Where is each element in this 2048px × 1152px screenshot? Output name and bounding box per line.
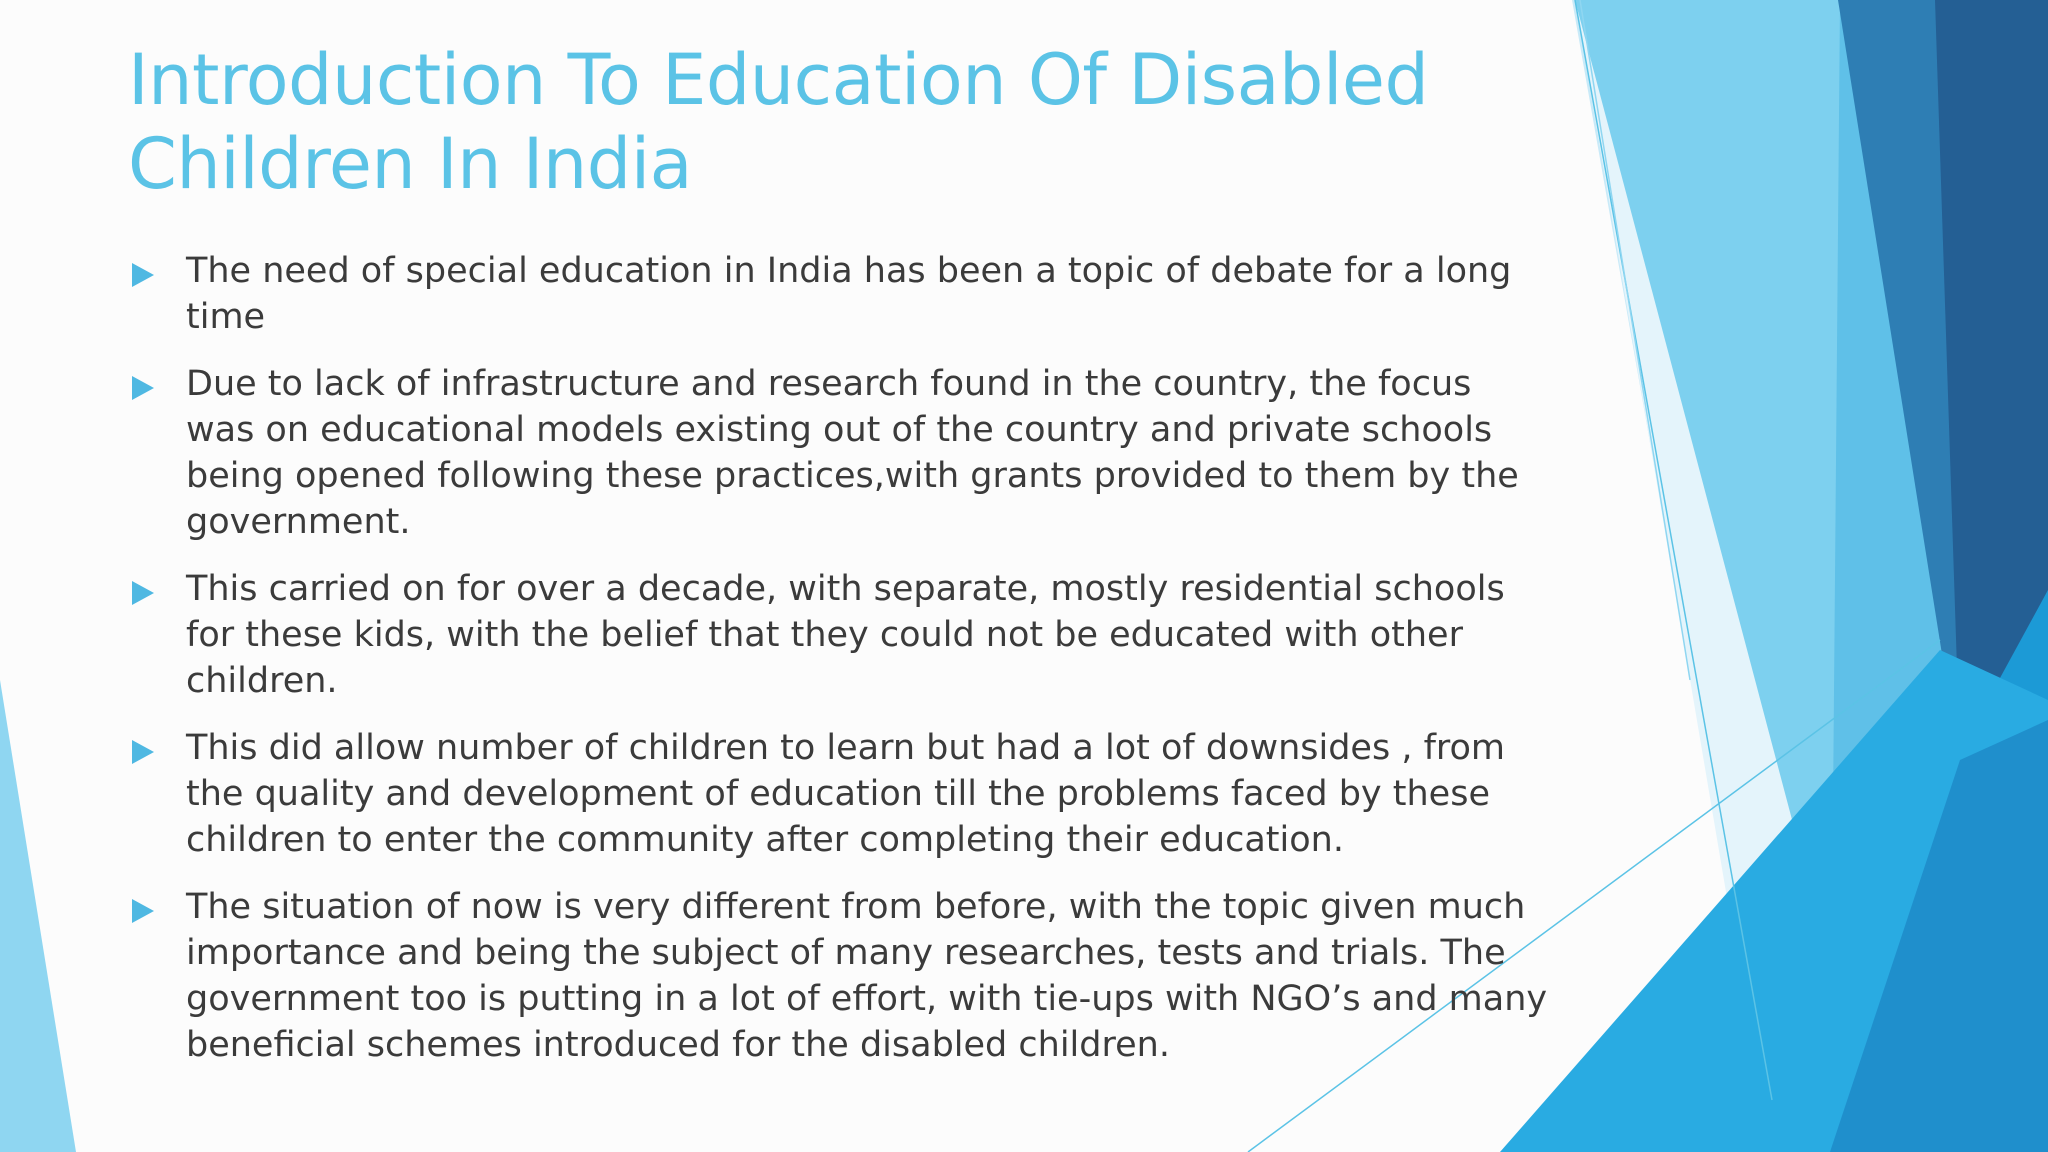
- bullet-text: The situation of now is very different from before, with the topic given much importance and being the subject of many researches, tests and trials. The government too is putting in a lot of effort, with tie-ups with NGO’s and many beneficial schemes introduced for the disabled children.: [186, 887, 1548, 1065]
- triangle-bullet-icon: [132, 581, 154, 605]
- triangle-bullet-icon: [132, 376, 154, 400]
- triangle-bullet-icon: [132, 263, 154, 287]
- bullet-item: [130, 361, 1550, 545]
- bullet-item: [130, 248, 1550, 340]
- bullet-text: The need of special education in India has been a topic of debate for a long time: [186, 251, 1512, 337]
- bullet-item: [130, 884, 1550, 1068]
- slide-title: Introduction To Education Of Disabled Children In India: [128, 39, 1429, 205]
- left-edge-shape: [0, 680, 76, 1152]
- bullet-text: This carried on for over a decade, with separate, mostly residential schools for these kids, with the belief that they could not be educated with other children.: [186, 569, 1505, 701]
- bullet-item: [130, 725, 1550, 863]
- triangle-bullet-icon: [132, 740, 154, 764]
- bullet-text: This did allow number of children to learn but had a lot of downsides , from the quality and development of education till the problems faced by these children to enter the community after completing their education.: [186, 728, 1506, 860]
- bullet-text: Due to lack of infrastructure and research found in the country, the focus was on educational models existing out of the country and private schools being opened following these practices,with grants provided to them by the government.: [186, 364, 1519, 542]
- bullet-list: [130, 248, 1550, 1089]
- triangle-bullet-icon: [132, 899, 154, 923]
- bullet-item: [130, 566, 1550, 704]
